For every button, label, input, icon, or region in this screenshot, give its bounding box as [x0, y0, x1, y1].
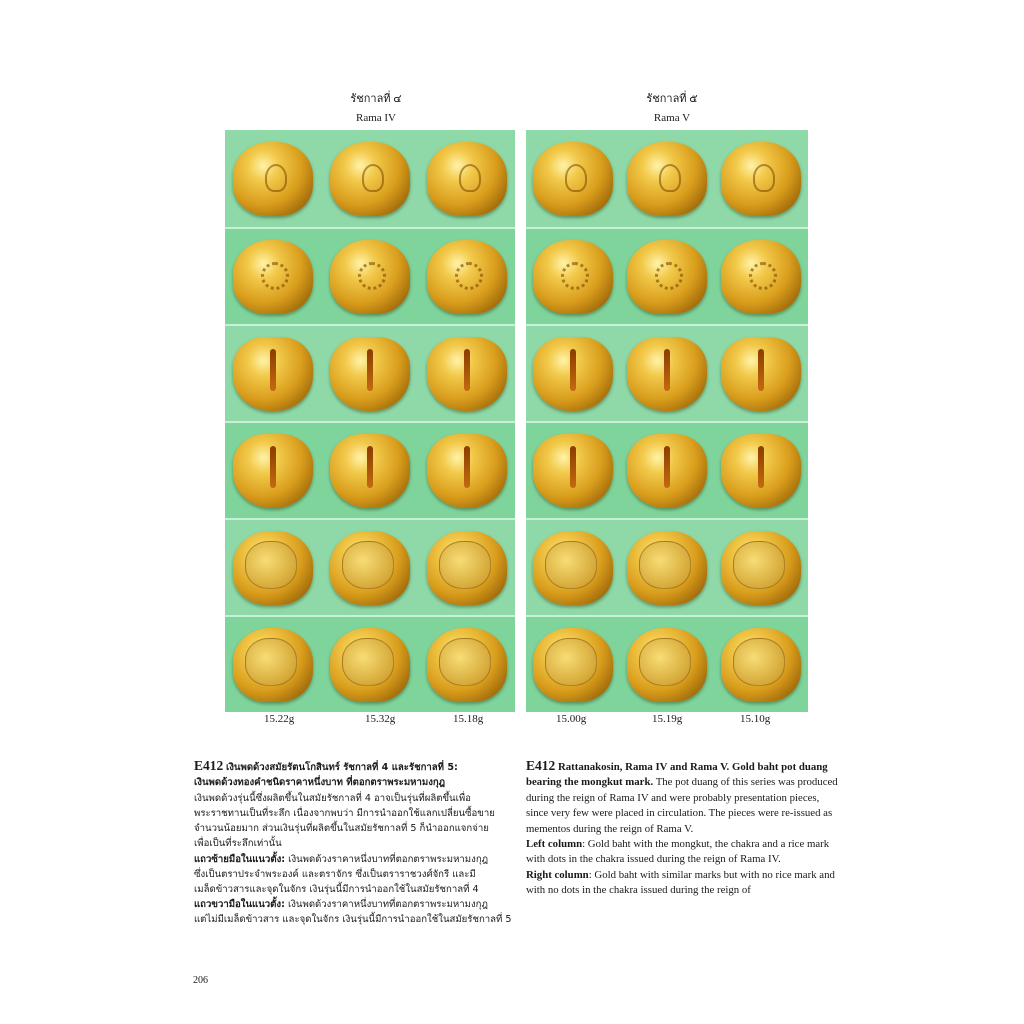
coin-photo: [526, 227, 620, 324]
left-column-heading: [296, 90, 456, 128]
coin-photo: [620, 518, 714, 615]
gold-coin: [233, 434, 313, 508]
caption-body-line: พระราชทานเป็นที่ระลึก เนื่องจากพบว่า มีการนำออกใช้แลกเปลี่ยนซื้อขาย: [194, 808, 495, 820]
coin-photo: [225, 615, 322, 712]
gold-coin: [533, 434, 613, 508]
gold-coin: [330, 628, 410, 702]
right-coin-plate: [526, 130, 808, 712]
coin-photo: [225, 130, 322, 227]
coin-photo: [418, 518, 515, 615]
coin-photo: [714, 130, 808, 227]
coin-photo: [620, 130, 714, 227]
caption-title-line2: เงินพดด้วงทองคำชนิดราคาหนึ่งบาท ที่ตอกตราพระมหามงกุฎ: [194, 777, 446, 789]
gold-coin: [721, 434, 801, 508]
coin-photo: [418, 227, 515, 324]
coin-photo: [225, 421, 322, 518]
gold-coin: [721, 240, 801, 314]
gold-coin: [627, 628, 707, 702]
right-column-text: : Gold baht with similar marks but with no rice mark and with no dots in the chakra issued during the reign of: [526, 868, 835, 897]
weight-label: 15.18g: [453, 713, 484, 725]
weight-label: 15.10g: [740, 713, 771, 725]
page-number: 206: [193, 975, 208, 986]
gold-coin: [233, 142, 313, 216]
gold-coin: [721, 628, 801, 702]
gold-coin: [427, 628, 507, 702]
left-column-text: เมล็ดข้าวสารและจุดในจักร เงินรุ่นนี้มีการนำออกใช้ในสมัยรัชกาลที่ 4: [194, 884, 479, 896]
gold-coin: [330, 240, 410, 314]
weight-label: 15.32g: [365, 713, 396, 725]
gold-coin: [533, 240, 613, 314]
coin-photo: [526, 130, 620, 227]
caption-body-line: เงินพดด้วงรุ่นนี้ซึ่งผลิตขึ้นในสมัยรัชกาลที่ 4 อาจเป็นรุ่นที่ผลิตขึ้นเพื่อ: [194, 792, 471, 804]
left-column-text: ซึ่งเป็นตราประจำพระองค์ และตราจักร ซึ่งเป็นตราราชวงศ์จักรี และมี: [194, 868, 476, 880]
coin-photo: [322, 227, 419, 324]
caption-body: The pot duang of this series was produced during the reign of Rama IV and were probably presentation pieces, since very few were placed in circulation. The pieces were re-issued as mementos during the reign of Rama V.: [526, 776, 838, 835]
left-coin-plate: [225, 130, 515, 712]
coin-photo: [714, 518, 808, 615]
gold-coin: [533, 531, 613, 605]
right-column-heading: [592, 90, 752, 128]
right-heading-thai: รัชกาลที่ ๕: [646, 93, 698, 105]
weight-label: 15.19g: [652, 713, 683, 725]
gold-coin: [427, 240, 507, 314]
caption-thai: [194, 758, 512, 928]
gold-coin: [427, 142, 507, 216]
gold-coin: [330, 434, 410, 508]
left-column-text: เงินพดด้วงราคาหนึ่งบาทที่ตอกตราพระมหามงกุฎ: [285, 853, 489, 865]
coin-photo: [526, 518, 620, 615]
right-column-text: เงินพดด้วงราคาหนึ่งบาทที่ตอกตราพระมหามงกุฎ: [284, 899, 488, 911]
coin-photo: [526, 324, 620, 421]
coin-photo: [225, 324, 322, 421]
coin-photo: [620, 324, 714, 421]
gold-coin: [427, 337, 507, 411]
right-heading-en: Rama V: [653, 112, 691, 124]
caption-title-line1: เงินพดด้วงสมัยรัตนโกสินทร์ รัชกาลที่ 4 และรัชกาลที่ 5:: [225, 762, 458, 773]
gold-coin: [721, 337, 801, 411]
weight-label: 15.00g: [556, 713, 587, 725]
gold-coin: [533, 142, 613, 216]
right-column-label: แถวขวามือในแนวตั้ง:: [194, 899, 285, 911]
gold-coin: [627, 142, 707, 216]
gold-coin: [721, 142, 801, 216]
gold-coin: [533, 628, 613, 702]
coin-photo: [225, 227, 322, 324]
gold-coin: [233, 337, 313, 411]
left-column-label: Left column: [526, 838, 583, 851]
gold-coin: [627, 240, 707, 314]
gold-coin: [627, 337, 707, 411]
coin-photo: [526, 615, 620, 712]
right-column-label: Right column: [526, 868, 589, 881]
coin-photo: [322, 130, 419, 227]
coin-photo: [418, 324, 515, 421]
coin-photo: [418, 130, 515, 227]
coin-photo: [225, 518, 322, 615]
right-column-text: แต่ไม่มีเมล็ดข้าวสาร และจุดในจักร เงินรุ่นนี้มีการนำออกใช้ในสมัยรัชกาลที่ 5: [194, 914, 512, 926]
coin-photo: [714, 615, 808, 712]
gold-coin: [721, 531, 801, 605]
caption-body-line: จำนวนน้อยมาก ส่วนเงินรุ่นที่ผลิตขึ้นในสมัยรัชกาลที่ 5 ก็นำออกแจกจ่าย: [194, 823, 489, 835]
coin-photo: [322, 421, 419, 518]
left-column-text: : Gold baht with the mongkut, the chakra and a rice mark with dots in the chakra issued during the reign of Rama IV.: [526, 838, 830, 866]
gold-coin: [627, 434, 707, 508]
coin-photo: [620, 227, 714, 324]
gold-coin: [427, 434, 507, 508]
coin-photo: [714, 421, 808, 518]
coin-photo: [620, 421, 714, 518]
gold-coin: [330, 337, 410, 411]
gold-coin: [427, 531, 507, 605]
gold-coin: [627, 531, 707, 605]
coin-photo: [620, 615, 714, 712]
caption-body-line: เพื่อเป็นที่ระลึกเท่านั้น: [194, 838, 282, 850]
gold-coin: [233, 531, 313, 605]
coin-photo: [526, 421, 620, 518]
coin-photo: [322, 615, 419, 712]
gold-coin: [533, 337, 613, 411]
left-column-label: แถวซ้ายมือในแนวตั้ง:: [194, 853, 286, 865]
coin-photo: [714, 227, 808, 324]
left-heading-thai: รัชกาลที่ ๔: [350, 93, 402, 105]
gold-coin: [233, 240, 313, 314]
caption-code: E412: [526, 758, 556, 773]
left-heading-en: Rama IV: [355, 112, 396, 124]
coin-photo: [418, 421, 515, 518]
caption-title: Rattanakosin, Rama IV and Rama V. Gold baht pot duang bearing the mongkut mark.: [526, 761, 828, 789]
coin-photo: [418, 615, 515, 712]
caption-code: E412: [194, 758, 224, 773]
gold-coin: [233, 628, 313, 702]
weight-label: 15.22g: [264, 713, 295, 725]
gold-coin: [330, 142, 410, 216]
coin-photo: [322, 324, 419, 421]
coin-photo: [714, 324, 808, 421]
caption-english: [526, 758, 838, 899]
coin-photo: [322, 518, 419, 615]
gold-coin: [330, 531, 410, 605]
